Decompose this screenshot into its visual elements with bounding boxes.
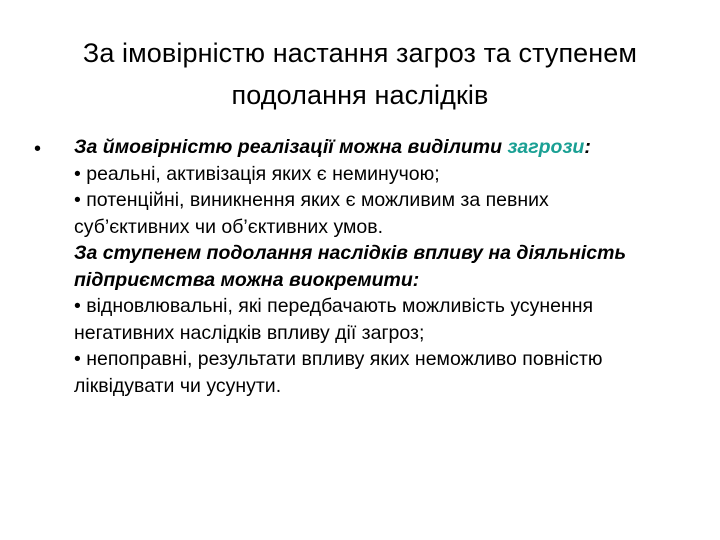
heading-probability-highlight: загрози: [507, 136, 585, 158]
slide-title: [40, 32, 680, 116]
heading-probability-text: За ймовірністю реалізації можна виділити: [74, 136, 508, 158]
heading-probability-colon: :: [584, 136, 591, 158]
bullet-icon: •: [34, 138, 42, 160]
list-item-irreparable-line-1: • непоправні, результати впливу яких неможливо повністю: [74, 348, 603, 370]
heading-consequences-line-1: За ступенем подолання наслідків впливу на діяльність: [74, 242, 627, 264]
title-line-2: подолання наслідків: [231, 80, 489, 110]
list-item-recoverable-line-2: негативних наслідків впливу дії загроз;: [74, 321, 425, 344]
slide-body: [34, 134, 684, 399]
title-line-1: За імовірністю настання загроз та ступенем: [82, 38, 638, 68]
heading-probability: [74, 134, 684, 161]
list-item-potential-line-1: • потенційні, виникнення яких є можливим за певних: [74, 189, 549, 211]
list-item-potential-line-2: суб’єктивних чи об’єктивних умов.: [74, 215, 384, 238]
bullet-block: [34, 134, 684, 399]
list-item-irreparable-line-2: ліквідувати чи усунути.: [74, 374, 282, 397]
heading-consequences-line-2: підприємства можна виокремити:: [74, 268, 420, 291]
list-item-recoverable-line-1: • відновлювальні, які передбачають можливість усунення: [74, 295, 594, 317]
list-item-real: • реальні, активізація яких є неминучою;: [74, 162, 440, 185]
